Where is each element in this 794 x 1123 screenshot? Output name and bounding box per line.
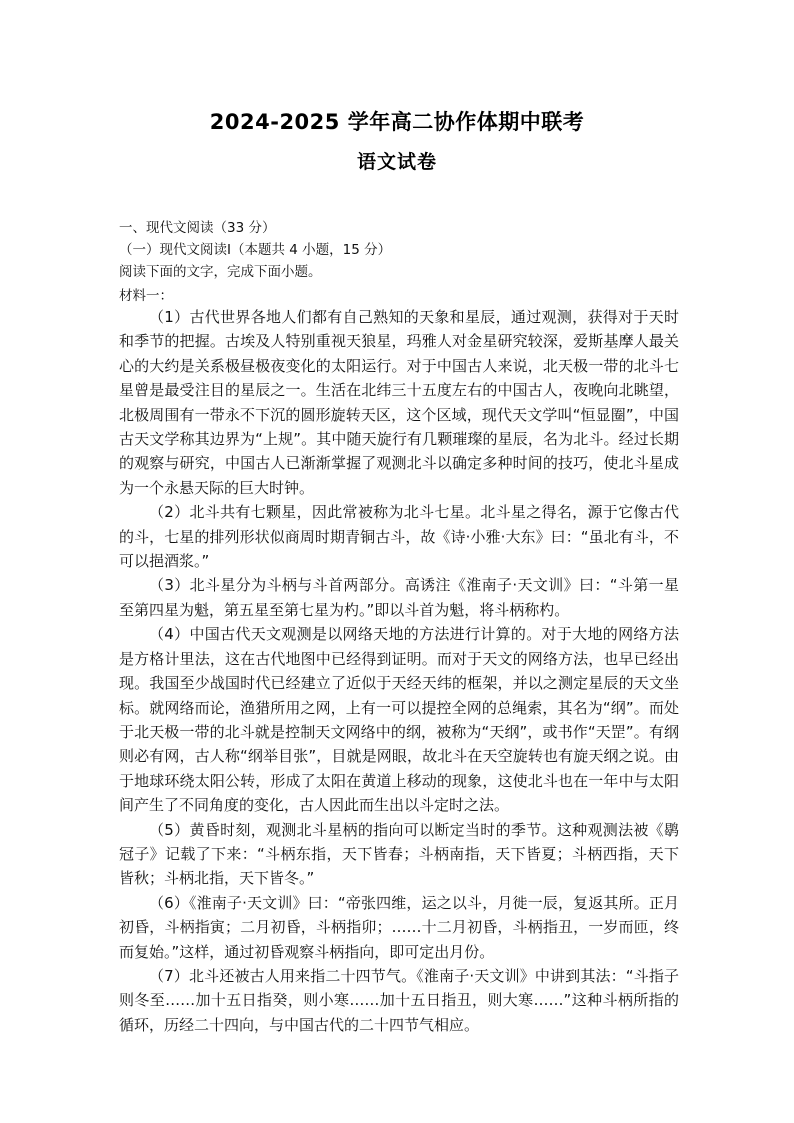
exam-title: 2024-2025 学年高二协作体期中联考	[209, 110, 585, 134]
section-heading: 一、现代文阅读（33 分）	[119, 220, 276, 236]
paragraph-3: （3）北斗星分为斗柄与斗首两部分。高诱注《淮南子·天文训》曰：“斗第一星至第四星为魁，第五星至第七星为杓。”即以斗首为魁，将斗柄称杓。	[119, 576, 679, 619]
paragraph-4: （4）中国古代天文观测是以网络天地的方法进行计算的。对于大地的网络方法是方格计里法，这在古代地图中已经得到证明。而对于天文的网络方法，也早已经出现。我国至少战国时代已经建立了近似于天经天纬的框架，并以之测定星辰的天文坐标。就网络而论，渔猎所用之网，上有一可以提控全网的总绳索，其名为“纲”。而处于北天极一带的北斗就是控制天文网络中的纲，被称为“天纲”，或书作“天罡”。有纲则必有网，古人称“纲举目张”，目就是网眼，故北斗在天空旋转也有旋天纲之说。由于地球环绕太阳公转，形成了太阳在黄道上移动的现象，这使北斗也在一年中与太阳间产生了不同角度的变化，古人因此而生出以斗定时之法。	[119, 625, 679, 815]
material-text	[119, 305, 679, 1037]
exam-subtitle: 语文试卷	[356, 151, 437, 173]
paragraph-5: （5）黄昏时刻，观测北斗星柄的指向可以断定当时的季节。这种观测法被《鹖冠子》记载了下来：“斗柄东指，天下皆春；斗柄南指，天下皆夏；斗柄西指，天下皆秋；斗柄北指，天下皆冬。”	[119, 820, 679, 888]
subsection-heading: （一）现代文阅读Ⅰ（本题共 4 小题，15 分）	[119, 242, 392, 258]
material-label: 材料一：	[119, 288, 173, 304]
paragraph-1: （1）古代世界各地人们都有自己熟知的天象和星辰，通过观测，获得对于天时和季节的把握。古埃及人特别重视天狼星，玛雅人对金星研究较深，爱斯基摩人最关心的大约是关系极昼极夜变化的太阳运行。对于中国古人来说，北天极一带的北斗七星曾是最受注目的星辰之一。生活在北纬三十五度左右的中国古人，夜晚向北眺望，北极周围有一带永不下沉的圆形旋转天区，这个区域，现代天文学叫“恒显圈”，中国古天文学称其边界为“上规”。其中随天旋行有几颗璀璨的星辰，名为北斗。经过长期的观察与研究，中国古人已渐渐掌握了观测北斗以确定多种时间的技巧，使北斗星成为一个永悬天际的巨大时钟。	[119, 308, 679, 497]
paragraph-2: （2）北斗共有七颗星，因此常被称为北斗七星。北斗星之得名，源于它像古代的斗，七星的排列形状似商周时期青铜古斗，故《诗·小雅·大东》曰：“虽北有斗，不可以挹酒浆。”	[119, 503, 679, 571]
paragraph-6: （6）《淮南子·天文训》曰：“帝张四维，运之以斗，月徙一辰，复返其所。正月初昏，斗柄指寅；二月初昏，斗柄指卯；……十二月初昏，斗柄指丑，一岁而匝，终而复始。”这样，通过初昏观察斗柄指向，即可定出月份。	[119, 893, 679, 961]
reading-instruction: 阅读下面的文字，完成下面小题。	[119, 264, 322, 280]
paragraph-7: （7）北斗还被古人用来指二十四节气。《淮南子·天文训》中讲到其法：“斗指子则冬至……加十五日指癸，则小寒……加十五日指丑，则大寒……”这种斗柄所指的循环，历经二十四向，与中国古代的二十四节气相应。	[119, 966, 679, 1034]
